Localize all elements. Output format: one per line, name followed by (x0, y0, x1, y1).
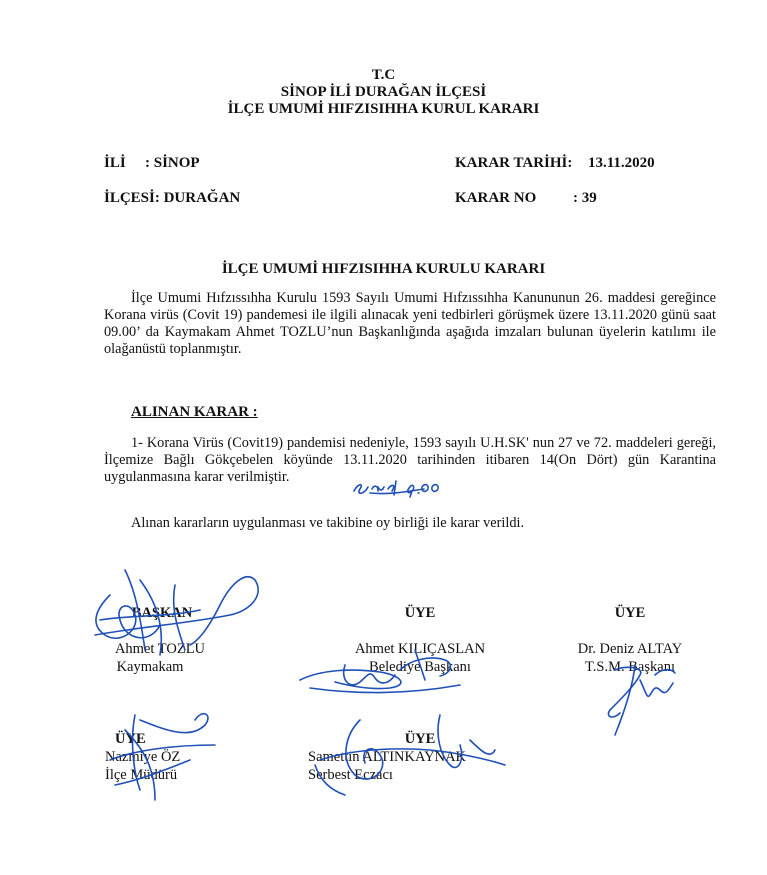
signatory-1-role: BAŞKAN (131, 605, 193, 621)
intro-paragraph: İlçe Umumi Hıfzıssıhha Kurulu 1593 Sayılı Umumi Hıfzıssıhha Kanununun 26. maddesi gereğince Korana virüs (Covit 19) pandemesi ile ilgili alınacak yeni tedbirleri görüşmek üzere 13.11.2020 günü saat 09.00’ da Kaymakam Ahmet TOZLU’nun Başkanlığında aşağıda imzaları bulunan üyelerin katılımı ile olağanüstü toplanmıştır. (104, 290, 716, 357)
section-title: İLÇE UMUMİ HIFZISIHHA KURULU KARARI (221, 261, 546, 277)
signatory-4-name: Nazmiye ÖZ (105, 749, 181, 765)
signature-uye-2 (290, 630, 490, 700)
decision-paragraph: 1- Korana Virüs (Covit19) pandemisi nedeniyle, 1593 sayılı U.H.SK' nun 27 ve 72. maddeleri gereği, İlçemize Bağlı Gökçebelen köyünde 13.11.2020 tarihinden itibaren 14(On Dört) gün Karantina uygulanmasına karar verilmiştir. (104, 435, 716, 485)
signatory-1-name: Ahmet TOZLU (114, 641, 206, 657)
signatory-3-name: Dr. Deniz ALTAY (577, 641, 683, 657)
field-il-value: : SİNOP (145, 155, 200, 171)
signature-baskan (80, 565, 280, 665)
header-tc: T.C (371, 67, 396, 83)
signatory-4-title: İlçe Müdürü (105, 767, 178, 783)
signature-uye-4 (95, 700, 235, 805)
field-no-value: : 39 (573, 190, 597, 206)
signatory-2-name: Ahmet KILIÇASLAN (354, 641, 486, 657)
signature-uye-3 (595, 655, 685, 740)
field-il-label: İLİ (104, 155, 126, 171)
header-title: İLÇE UMUMİ HIFZISIHHA KURUL KARARI (227, 101, 540, 117)
header-province: SİNOP İLİ DURAĞAN İLÇESİ (280, 84, 487, 100)
field-no-label: KARAR NO (455, 190, 537, 206)
handwritten-time-note (350, 477, 460, 499)
field-ilce: İLÇESİ: DURAĞAN (104, 190, 241, 206)
signatory-5-name: Samettin ALTINKAYNAK (308, 749, 467, 765)
signatory-3-title: T.S.M. Başkanı (585, 659, 675, 675)
field-date-label: KARAR TARİHİ: (455, 155, 573, 171)
signatory-2-title: Belediye Başkanı (369, 659, 471, 675)
field-date-value: 13.11.2020 (588, 155, 655, 171)
signatory-5-title: Serbest Eczacı (308, 767, 393, 783)
signatory-5-role: ÜYE (404, 731, 436, 747)
decision-heading: ALINAN KARAR : (131, 404, 258, 420)
signatory-1-title: Kaymakam (116, 659, 184, 675)
signatory-3-role: ÜYE (614, 605, 646, 621)
signatory-2-role: ÜYE (404, 605, 436, 621)
signature-uye-5 (300, 705, 520, 805)
signatory-4-role: ÜYE (115, 731, 146, 747)
closing-paragraph: Alınan kararların uygulanması ve takibine oy birliği ile karar verildi. (131, 515, 525, 531)
